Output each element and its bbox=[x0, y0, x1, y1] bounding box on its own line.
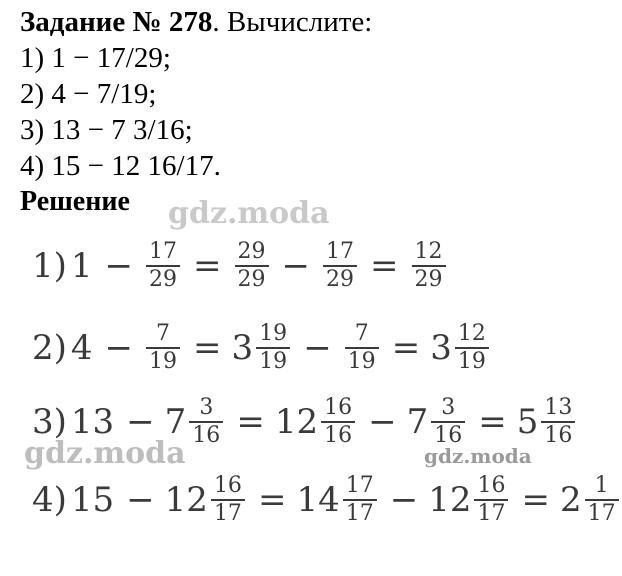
numerator: 16 bbox=[477, 473, 506, 498]
minus-sign: − bbox=[281, 246, 311, 286]
whole-part: 14 bbox=[296, 480, 340, 520]
equals-sign: = bbox=[391, 328, 421, 368]
numerator: 3 bbox=[441, 395, 456, 420]
minus-sign: − bbox=[104, 246, 134, 286]
denominator: 17 bbox=[211, 499, 245, 526]
denominator: 29 bbox=[146, 265, 180, 292]
denominator: 17 bbox=[585, 499, 619, 526]
denominator: 17 bbox=[474, 499, 508, 526]
denominator: 19 bbox=[455, 347, 489, 374]
numerator: 16 bbox=[324, 395, 353, 420]
equals-sign: = bbox=[257, 480, 287, 520]
fraction bbox=[146, 322, 180, 374]
fraction bbox=[455, 322, 489, 374]
fraction bbox=[211, 474, 245, 526]
minus-sign: − bbox=[126, 480, 155, 520]
fraction bbox=[343, 474, 377, 526]
numerator: 17 bbox=[149, 239, 178, 264]
whole-number: 15 bbox=[70, 480, 115, 520]
task-title bbox=[20, 4, 372, 40]
minus-sign: − bbox=[126, 402, 155, 442]
task-item: 4) 15 − 12 16/17. bbox=[20, 150, 221, 182]
minus-sign: − bbox=[368, 402, 397, 442]
fraction bbox=[323, 240, 357, 292]
fraction bbox=[235, 240, 269, 292]
numerator: 12 bbox=[457, 321, 486, 346]
fraction bbox=[474, 474, 508, 526]
whole-number: 1 bbox=[70, 246, 93, 286]
watermark: gdz.moda bbox=[424, 444, 532, 468]
numerator: 29 bbox=[237, 239, 266, 264]
item-label: 2) bbox=[32, 328, 67, 368]
item-label: 3) bbox=[32, 402, 67, 442]
minus-sign: − bbox=[104, 328, 134, 368]
whole-part: 12 bbox=[428, 480, 472, 520]
whole-number: 13 bbox=[70, 402, 115, 442]
equals-sign: = bbox=[193, 246, 222, 286]
denominator: 29 bbox=[235, 265, 269, 292]
whole-part: 3 bbox=[430, 328, 452, 368]
numerator: 12 bbox=[414, 239, 443, 264]
numerator: 7 bbox=[354, 321, 369, 346]
denominator: 19 bbox=[345, 347, 379, 374]
item-label: 1) bbox=[32, 246, 67, 286]
numerator: 13 bbox=[544, 395, 573, 420]
equals-sign: = bbox=[193, 328, 222, 368]
fraction bbox=[431, 396, 465, 448]
solution-line-4 bbox=[30, 474, 622, 526]
denominator: 29 bbox=[323, 265, 357, 292]
minus-sign: − bbox=[303, 328, 332, 368]
watermark: gdz.moda bbox=[168, 196, 330, 231]
task-instruction: . Вычислите: bbox=[212, 6, 373, 38]
whole-part: 2 bbox=[559, 480, 582, 520]
equals-sign: = bbox=[478, 402, 507, 442]
numerator: 1 bbox=[594, 473, 609, 498]
denominator: 16 bbox=[189, 421, 223, 448]
equals-sign: = bbox=[236, 402, 265, 442]
task-statement bbox=[20, 4, 372, 184]
equals-sign: = bbox=[370, 246, 399, 286]
denominator: 16 bbox=[541, 421, 575, 448]
whole-part: 3 bbox=[231, 328, 254, 368]
numerator: 19 bbox=[259, 321, 288, 346]
denominator: 16 bbox=[431, 421, 465, 448]
task-item: 2) 4 − 7/19; bbox=[20, 78, 157, 110]
fraction bbox=[412, 240, 446, 292]
fraction bbox=[189, 396, 223, 448]
fraction bbox=[321, 396, 355, 448]
numerator: 17 bbox=[326, 239, 355, 264]
item-label: 4) bbox=[32, 480, 67, 520]
minus-sign: − bbox=[389, 480, 419, 520]
task-item: 3) 13 − 7 3/16; bbox=[20, 114, 193, 146]
whole-part: 7 bbox=[164, 402, 187, 442]
task-number: Задание № 278 bbox=[20, 6, 213, 38]
denominator: 19 bbox=[146, 347, 180, 374]
whole-part: 12 bbox=[164, 480, 208, 520]
denominator: 17 bbox=[343, 499, 377, 526]
numerator: 3 bbox=[199, 395, 214, 420]
denominator: 19 bbox=[256, 347, 290, 374]
equals-sign: = bbox=[521, 480, 550, 520]
whole-part: 5 bbox=[516, 402, 539, 442]
watermark: gdz.moda bbox=[24, 436, 186, 471]
solution-line-2 bbox=[30, 322, 492, 374]
denominator: 16 bbox=[321, 421, 355, 448]
task-item: 1) 1 − 17/29; bbox=[20, 42, 171, 74]
denominator: 29 bbox=[412, 265, 446, 292]
solution-heading: Решение bbox=[20, 186, 130, 217]
fraction bbox=[541, 396, 575, 448]
numerator: 16 bbox=[213, 473, 242, 498]
whole-part: 7 bbox=[406, 402, 429, 442]
fraction bbox=[585, 474, 619, 526]
fraction bbox=[146, 240, 180, 292]
numerator: 7 bbox=[156, 321, 171, 346]
numerator: 17 bbox=[345, 473, 374, 498]
fraction bbox=[256, 322, 290, 374]
whole-part: 12 bbox=[274, 402, 319, 442]
solution-line-1 bbox=[30, 240, 449, 292]
fraction bbox=[345, 322, 379, 374]
whole-number: 4 bbox=[70, 328, 93, 368]
